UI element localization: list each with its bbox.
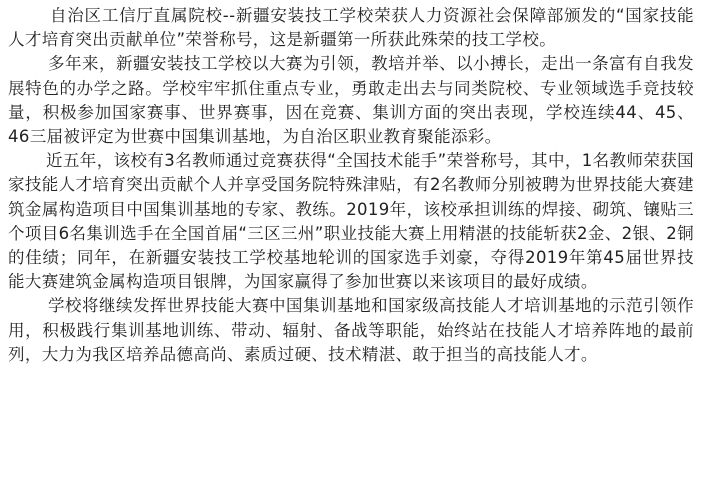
paragraph-outlook: 学校将继续发挥世界技能大赛中国集训基地和国家级高技能人才培训基地的示范引领作用，积极践行集训基地训练、带动、辐射、备战等职能，始终站在技能人才培养阵地的最前列，大力为我区培养品德高尚、素质过硬、技术精湛、敢于担当的高技能人才。 xyxy=(8,296,694,364)
paragraph-history: 多年来，新疆安装技工学校以大赛为引领，教培并举、以小搏长，走出一条富有自我发展特色的办学之路。学校牢牢抓住重点专业，勇敢走出去与同类院校、专业领域选手竞技较量，积极参加国家赛事、世界赛事，因在竞赛、集训方面的突出表现，学校连续44、45、46三届被评定为世赛中国集训基地，为自治区职业教育聚能添彩。 xyxy=(8,54,694,147)
paragraph-award: 自治区工信厅直属院校--新疆安装技工学校荣获人力资源社会保障部颁发的“国家技能人才培育突出贡献单位”荣誉称号，这是新疆第一所获此殊荣的技工学校。 xyxy=(8,6,694,50)
paragraph-achievements: 近五年，该校有3名教师通过竞赛获得“全国技术能手”荣誉称号，其中，1名教师荣获国家技能人才培育突出贡献个人并享受国务院特殊津贴，有2名教师分别被聘为世界技能大赛建筑金属构造项目中国集训基地的专家、教练。2019年，该校承担训练的焊接、砌筑、镶贴三个项目6名集训选手在全国首届“三区三州”职业技能大赛上用精湛的技能斩获2金、2银、2铜的佳绩；同年，在新疆安装技工学校基地轮训的国家选手刘豪，夺得2019年第45届世界技能大赛建筑金属构造项目银牌，为国家赢得了参加世赛以来该项目的最好成绩。 xyxy=(8,151,694,292)
